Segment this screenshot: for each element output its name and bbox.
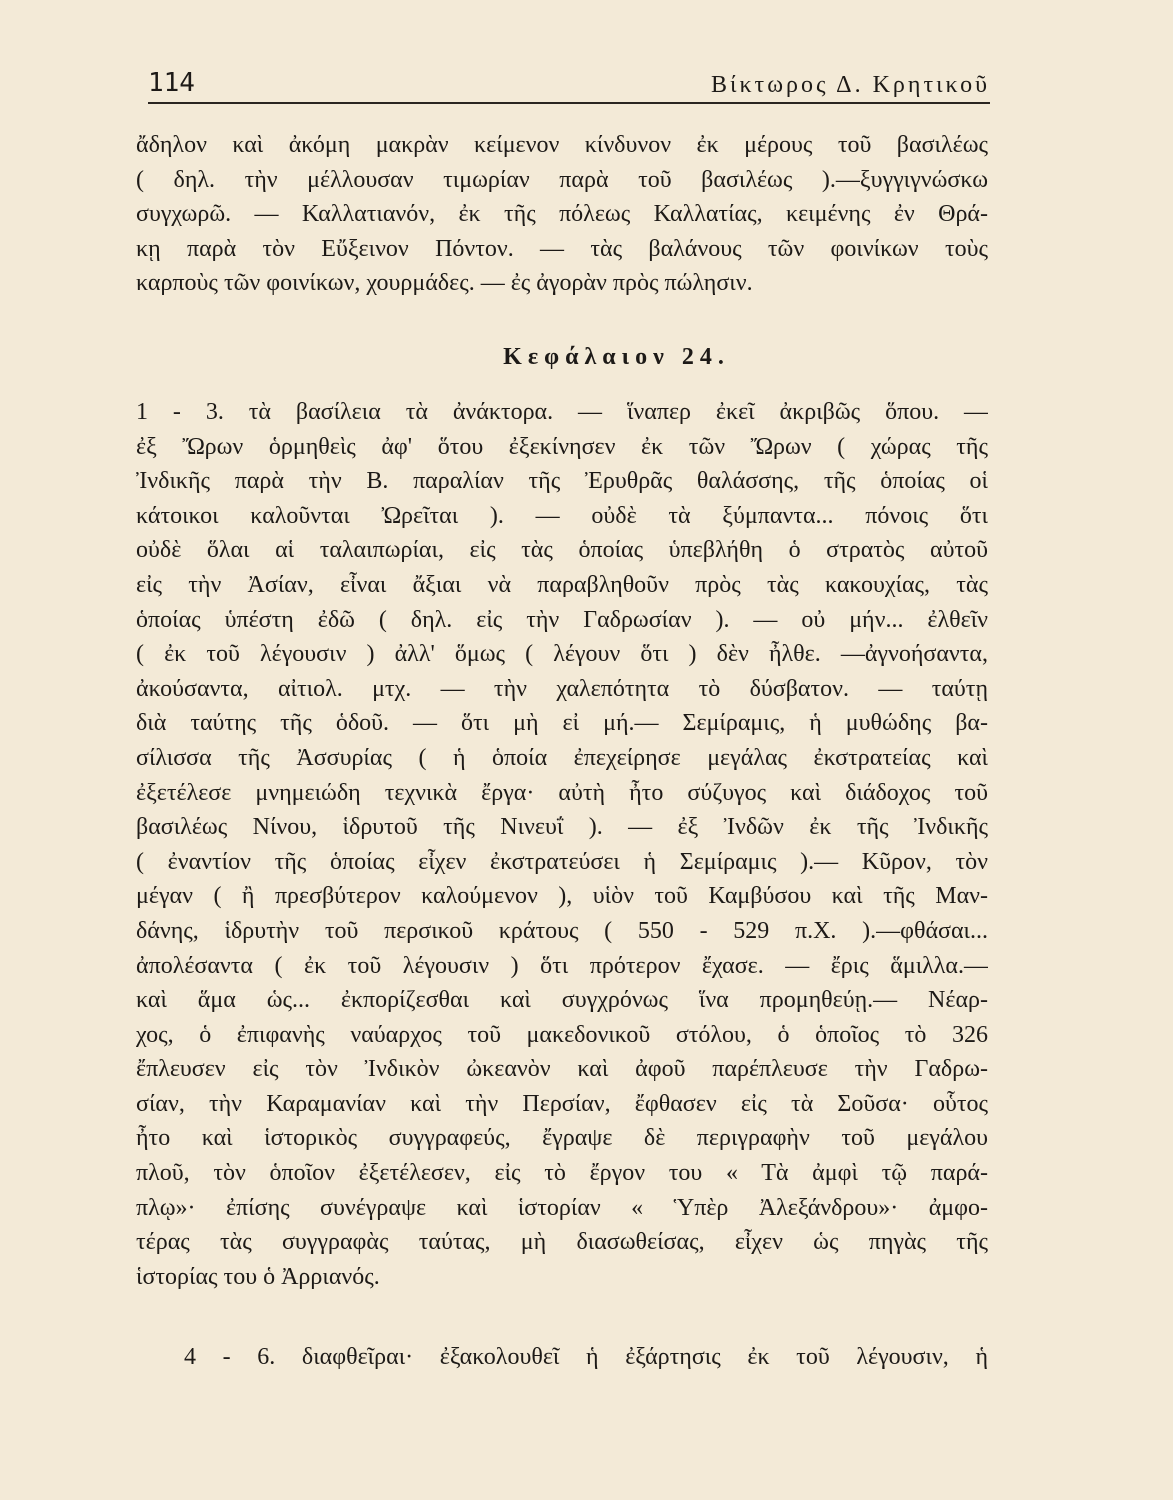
page-number: 114 bbox=[148, 68, 195, 98]
text-line: ( ἐκ τοῦ λέγουσιν ) ἀλλ' ὅμως ( λέγουν ὅτι ) δὲν ἦλθε. —ἀγνοήσαντα, bbox=[136, 641, 988, 668]
page-header bbox=[148, 68, 990, 108]
text-line: διὰ ταύτης τῆς ὁδοῦ. — ὅτι μὴ εἰ μή.— Σεμίραμις, ἡ μυθώδης βα- bbox=[136, 710, 988, 737]
text-line: ἱστορίας του ὁ Ἀρριανός. bbox=[136, 1263, 380, 1290]
text-line: ἔπλευσεν εἰς τὸν Ἰνδικὸν ὠκεανὸν καὶ ἀφοῦ παρέπλευσε τὴν Γαδρω- bbox=[136, 1056, 988, 1083]
header-rule bbox=[148, 102, 990, 104]
section-4-6-start: 4 - 6. διαφθεῖραι· ἐξακολουθεῖ ἡ ἐξάρτησις ἐκ τοῦ λέγουσιν, ἡ bbox=[184, 1344, 988, 1370]
text-line: ἦτο καὶ ἱστορικὸς συγγραφεύς, ἔγραψε δὲ περιγραφὴν τοῦ μεγάλου bbox=[136, 1125, 988, 1152]
text-line: σίαν, τὴν Καραμανίαν καὶ τὴν Περσίαν, ἔφθασεν εἰς τὰ Σοῦσα· οὗτος bbox=[136, 1090, 988, 1117]
text-line: κάτοικοι καλοῦνται Ὠρεῖται ). — οὐδὲ τὰ ξύμπαντα... πόνοις ὅτι bbox=[136, 502, 988, 529]
text-line: ὁποίας ὑπέστη ἐδῶ ( δηλ. εἰς τὴν Γαδρωσίαν ). — οὐ μήν... ἐλθεῖν bbox=[136, 606, 988, 633]
text-line: βασιλέως Νίνου, ἱδρυτοῦ τῆς Νινευΐ ). — ἐξ Ἰνδῶν ἐκ τῆς Ἰνδικῆς bbox=[136, 814, 988, 841]
text-line: συγχωρῶ. — Καλλατιανόν, ἐκ τῆς πόλεως Καλλατίας, κειμένης ἐν Θρά- bbox=[136, 201, 988, 228]
text-line: σίλισσα τῆς Ἀσσυρίας ( ἡ ὁποία ἐπεχείρησε μεγάλας ἐκστρατείας καὶ bbox=[136, 744, 988, 771]
text-line: ἀπολέσαντα ( ἐκ τοῦ λέγουσιν ) ὅτι πρότερον ἔχασε. — ἔρις ἅμιλλα.— bbox=[136, 952, 988, 979]
text-line: χος, ὁ ἐπιφανὴς ναύαρχος τοῦ μακεδονικοῦ στόλου, ὁ ὁποῖος τὸ 326 bbox=[136, 1021, 988, 1048]
text-line: ἐξετέλεσε μνημειώδη τεχνικὰ ἔργα· αὐτὴ ἦτο σύζυγος καὶ διάδοχος τοῦ bbox=[136, 779, 988, 806]
text-line: 1 - 3. τὰ βασίλεια τὰ ἀνάκτορα. — ἵναπερ ἐκεῖ ἀκριβῶς ὅπου. — bbox=[136, 399, 988, 425]
text-line: κῃ παρὰ τὸν Εὔξεινον Πόντον. — τὰς βαλάνους τῶν φοινίκων τοὺς bbox=[136, 235, 988, 262]
text-line: ἐξ Ὤρων ὁρμηθεὶς ἀφ' ὅτου ἐξεκίνησεν ἐκ τῶν Ὤρων ( χώρας τῆς bbox=[136, 433, 988, 460]
running-head: Βίκτωρος Δ. Κρητικοῦ bbox=[711, 72, 990, 98]
text-line: ( ἐναντίον τῆς ὁποίας εἶχεν ἐκστρατεύσει ἡ Σεμίραμις ).— Κῦρον, τὸν bbox=[136, 848, 988, 875]
text-line: καρποὺς τῶν φοινίκων, χουρμάδες. — ἐς ἀγορὰν πρὸς πώλησιν. bbox=[136, 270, 753, 297]
text-line: πλοῦ, τὸν ὁποῖον ἐξετέλεσεν, εἰς τὸ ἔργον του « Τὰ ἀμφὶ τῷ παρά- bbox=[136, 1160, 988, 1187]
text-line: μέγαν ( ἢ πρεσβύτερον καλούμενον ), υἱὸν τοῦ Καμβύσου καὶ τῆς Μαν- bbox=[136, 883, 988, 910]
text-line: καὶ ἅμα ὡς... ἐκπορίζεσθαι καὶ συγχρόνως ἵνα προμηθεύῃ.— Νέαρ- bbox=[136, 987, 988, 1014]
text-line: ( δηλ. τὴν μέλλουσαν τιμωρίαν παρὰ τοῦ βασιλέως ).—ξυγγιγνώσκω bbox=[136, 166, 988, 193]
text-line: πλῳ»· ἐπίσης συνέγραψε καὶ ἱστορίαν « Ὑπὲρ Ἀλεξάνδρου»· ἀμφο- bbox=[136, 1194, 988, 1221]
commentary-block-chapter-24 bbox=[136, 395, 988, 1294]
commentary-block-top bbox=[136, 128, 988, 301]
text-line: εἰς τὴν Ἀσίαν, εἶναι ἄξιαι νὰ παραβληθοῦν πρὸς τὰς κακουχίας, τὰς bbox=[136, 571, 988, 598]
text-line: οὐδὲ ὅλαι αἱ ταλαιπωρίαι, εἰς τὰς ὁποίας ὑπεβλήθη ὁ στρατὸς αὐτοῦ bbox=[136, 537, 988, 564]
text-line: τέρας τὰς συγγραφὰς ταύτας, μὴ διασωθείσας, εἶχεν ὡς πηγὰς τῆς bbox=[136, 1229, 988, 1256]
text-line: δάνης, ἱδρυτὴν τοῦ περσικοῦ κράτους ( 550 - 529 π.Χ. ).—φθάσαι... bbox=[136, 917, 988, 944]
chapter-heading: Κεφάλαιον 24. bbox=[503, 344, 730, 370]
text-line: Ἰνδικῆς παρὰ τὴν Β. παραλίαν τῆς Ἐρυθρᾶς θαλάσσης, τῆς ὁποίας οἱ bbox=[136, 468, 988, 495]
text-line: ἄδηλον καὶ ἀκόμη μακρὰν κείμενον κίνδυνον ἐκ μέρους τοῦ βασιλέως bbox=[136, 132, 988, 158]
text-line: ἀκούσαντα, αἰτιολ. μτχ. — τὴν χαλεπότητα τὸ δύσβατον. — ταύτῃ bbox=[136, 675, 988, 702]
